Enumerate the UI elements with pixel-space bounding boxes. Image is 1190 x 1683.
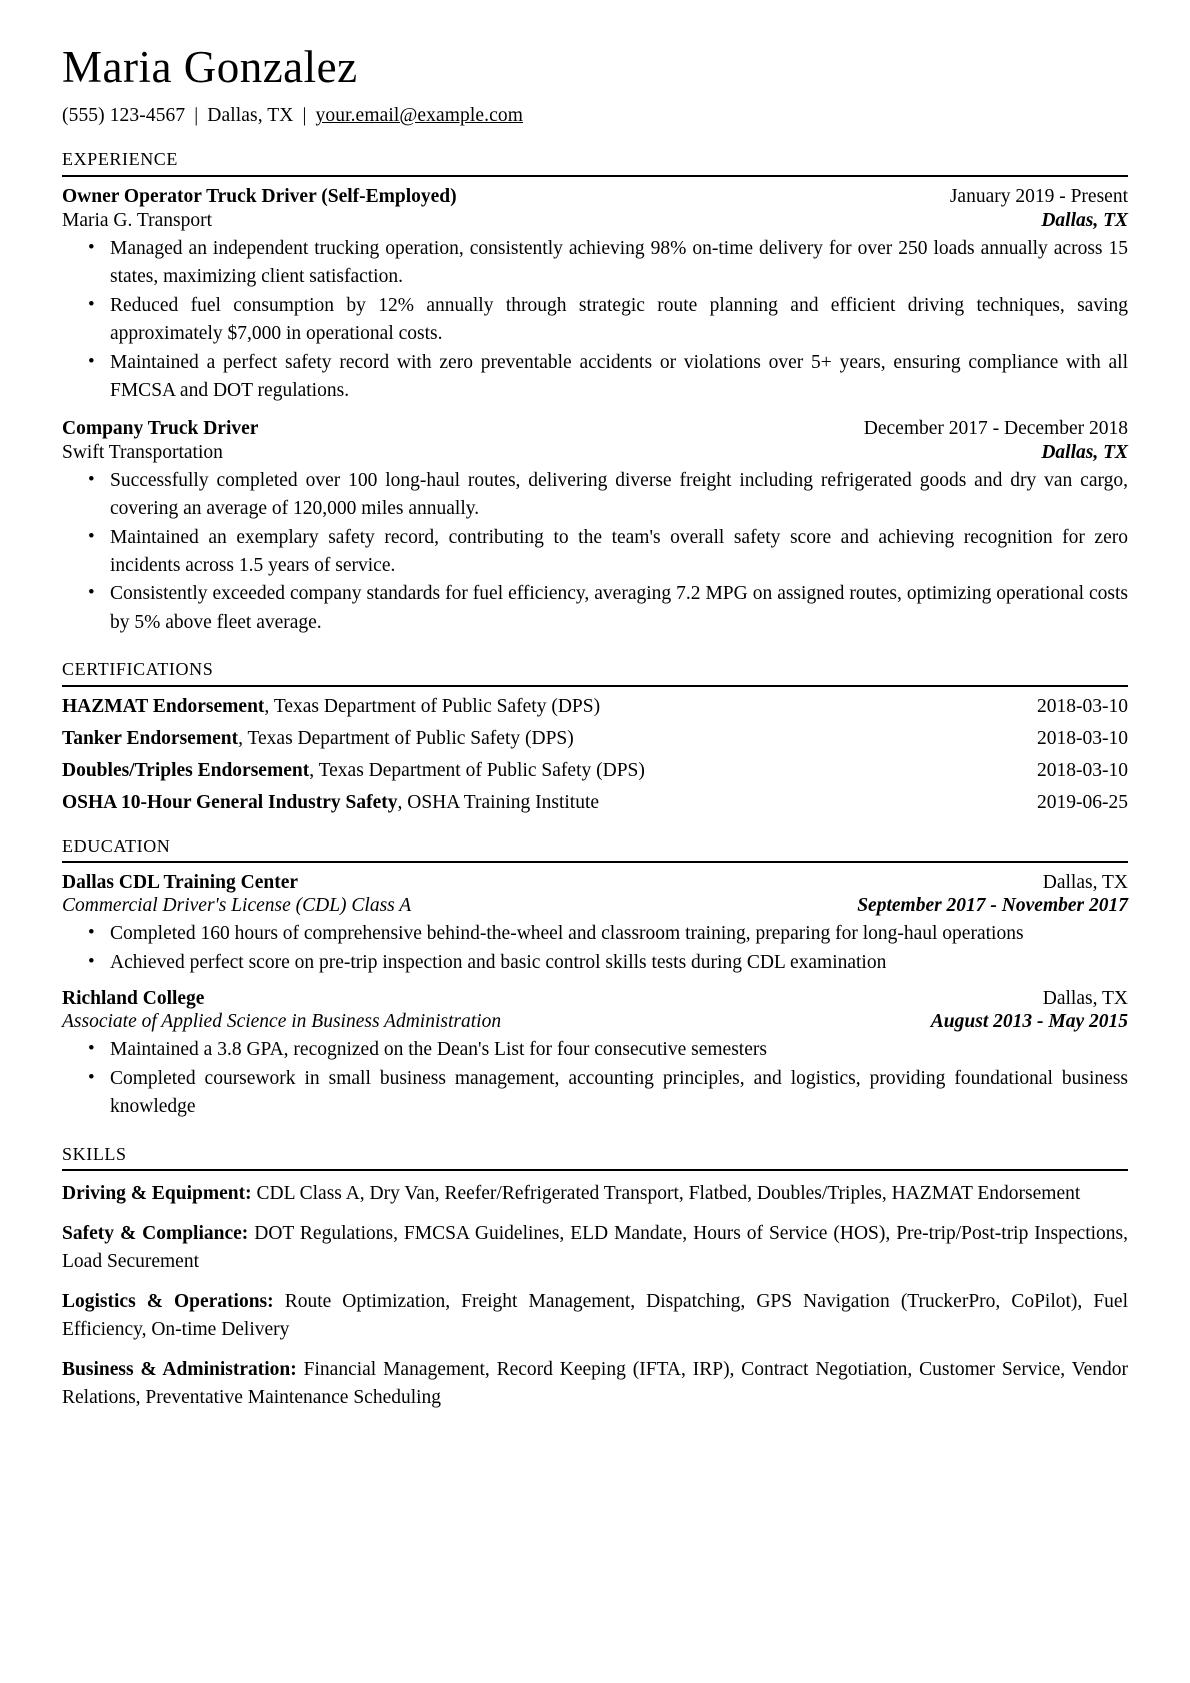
education-bullet-list [62,920,1128,977]
certification-name: OSHA 10-Hour General Industry Safety [62,791,398,813]
education-bullet: • Completed coursework in small business management, accounting principles, and logistics, providing foundational business knowledge [96,1065,1128,1122]
job-bullet-list [62,467,1128,638]
certification-issuer: , Texas Department of Public Safety (DPS) [238,727,574,749]
education-bullet-list [62,1036,1128,1121]
education-degree-row [62,1011,1128,1033]
job-bullet: • Maintained a perfect safety record with zero preventable accidents or violations over 5+ years, ensuring compliance with all FMCSA and DOT regulations. [96,349,1128,406]
job-organization: Maria G. Transport [62,209,213,231]
certification-issuer: , OSHA Training Institute [397,791,600,813]
section-heading-certifications: certifications [62,654,214,682]
certification-text [62,792,599,814]
job-header-row [62,186,1128,208]
job-date: December 2017 - December 2018 [863,417,1128,439]
skill-items-text: CDL Class A, Dry Van, Reefer/Refrigerated Transport, Flatbed, Doubles/Triples, HAZMAT Endorsement [251,1183,1081,1205]
education-bullet: • Achieved perfect score on pre-trip inspection and basic control skills tests during CDL examination [96,949,1128,977]
section-heading-experience: experience [62,144,179,172]
experience-entry [62,186,1128,406]
job-title: Company Truck Driver [62,417,259,439]
job-title: Owner Operator Truck Driver (Self-Employed) [62,185,457,207]
education-date: September 2017 - November 2017 [857,895,1128,917]
phone-text: (555) 123-4567 [62,105,186,127]
email-link[interactable]: your.email@example.com [315,105,524,127]
education-degree: Associate of Applied Science in Business Administration [62,1011,502,1033]
certification-row [62,728,1128,750]
certification-date: 2018-03-10 [1037,727,1128,749]
education-degree-row [62,895,1128,917]
education-bullet: • Completed 160 hours of comprehensive behind-the-wheel and classroom training, preparing for long-haul operations [96,920,1128,948]
job-date: January 2019 - Present [949,185,1128,207]
job-bullet: • Managed an independent trucking operation, consistently achieving 98% on-time delivery for over 250 loads annually across 15 states, maximizing client satisfaction. [96,235,1128,292]
skill-items-text: DOT Regulations, FMCSA Guidelines, ELD Mandate, Hours of Service (HOS), Pre-trip/Post-trip Inspections, Load Securement [62,1222,1128,1273]
experience-section [62,144,1128,637]
skill-category-label: Safety & Compliance: [62,1222,249,1244]
education-entry [62,872,1128,977]
education-date: August 2013 - May 2015 [930,1011,1128,1033]
job-org-row [62,210,1128,232]
skill-items-text: Financial Management, Record Keeping (IFTA, IRP), Contract Negotiation, Customer Service, Vendor Relations, Preventative Maintenance Scheduling [62,1358,1128,1409]
section-divider [62,685,1128,687]
job-organization: Swift Transportation [62,441,223,463]
job-location: Dallas, TX [1041,209,1128,231]
skill-group [62,1180,1128,1208]
job-bullet-list [62,235,1128,406]
education-section [62,831,1128,1122]
education-header-row [62,872,1128,894]
education-degree: Commercial Driver's License (CDL) Class A [62,895,412,917]
education-location: Dallas, TX [1042,988,1128,1010]
skill-group [62,1288,1128,1345]
contact-separator: | [194,105,199,127]
certification-text [62,696,600,718]
education-school: Dallas CDL Training Center [62,872,298,894]
certification-row [62,760,1128,782]
certification-name: Tanker Endorsement [62,727,239,749]
certification-row [62,696,1128,718]
section-heading-education: education [62,830,171,858]
experience-entry [62,418,1128,638]
location-text: Dallas, TX [207,105,294,127]
certification-issuer: , Texas Department of Public Safety (DPS) [264,695,601,717]
contact-line [62,105,1128,127]
job-bullet: • Consistently exceeded company standards for fuel efficiency, averaging 7.2 MPG on assigned routes, optimizing operational costs by 5% above fleet average. [96,580,1128,637]
education-location: Dallas, TX [1042,872,1128,894]
certification-row [62,792,1128,814]
certification-issuer: , Texas Department of Public Safety (DPS) [309,759,645,781]
job-bullet: • Successfully completed over 100 long-haul routes, delivering diverse freight including refrigerated goods and dry van cargo, covering an average of 120,000 miles annually. [96,467,1128,524]
education-entry [62,988,1128,1121]
certification-date: 2018-03-10 [1037,695,1128,717]
skills-section [62,1139,1128,1413]
certification-date: 2019-06-25 [1037,791,1128,813]
job-org-row [62,442,1128,464]
skill-group [62,1356,1128,1413]
job-location: Dallas, TX [1041,441,1128,463]
resume-header [62,44,1128,127]
skill-group [62,1220,1128,1277]
section-divider [62,175,1128,177]
education-header-row [62,988,1128,1010]
skill-category-label: Business & Administration: [62,1358,297,1380]
job-bullet: • Maintained an exemplary safety record, contributing to the team's overall safety score and achieving recognition for zero incidents across 1.5 years of service. [96,524,1128,581]
certification-name: Doubles/Triples Endorsement [62,759,310,781]
certifications-section [62,654,1128,814]
section-divider [62,1169,1128,1171]
job-bullet: • Reduced fuel consumption by 12% annually through strategic route planning and efficient driving techniques, saving approximately $7,000 in operational costs. [96,292,1128,349]
certification-date: 2018-03-10 [1037,759,1128,781]
certification-text [62,728,574,750]
certification-text [62,760,645,782]
skill-items-text: Route Optimization, Freight Management, Dispatching, GPS Navigation (TruckerPro, CoPilot), Fuel Efficiency, On-time Delivery [62,1290,1129,1341]
skill-category-label: Driving & Equipment: [62,1183,252,1205]
section-divider [62,861,1128,863]
section-heading-skills: skills [62,1138,127,1166]
education-bullet: • Maintained a 3.8 GPA, recognized on the Dean's List for four consecutive semesters [96,1036,1128,1064]
job-header-row [62,418,1128,440]
education-school: Richland College [62,988,205,1010]
contact-separator: | [302,105,307,127]
certification-name: HAZMAT Endorsement [62,695,265,717]
page-title: Maria Gonzalez [62,42,358,92]
skill-category-label: Logistics & Operations: [62,1290,274,1312]
